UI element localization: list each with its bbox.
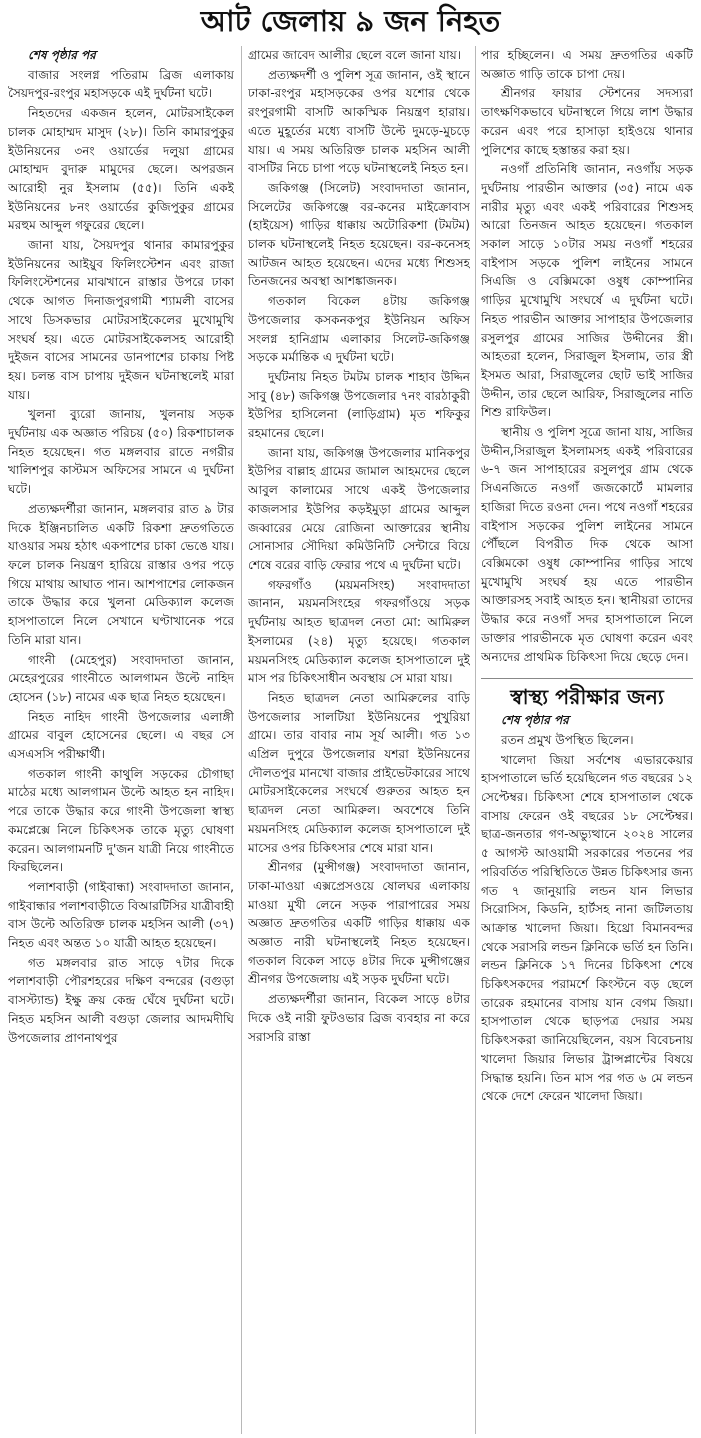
paragraph: গতকাল বিকেল ৪টায় জকিগঞ্জ উপজেলার কসকনকপুর ইউনিয়ন অফিস সংলগ্ন হানিগ্রাম এলাকার সিলেট-জকিগঞ্জ সড়কে মর্মান্তিক এ দুর্ঘটনা ঘটে।: [248, 294, 470, 365]
column-divider: [241, 46, 242, 1434]
paragraph: প্রত্যক্ষদর্শীরা জানান, বিকেল সাড়ে ৪টার দিকে ওই নারী ফুটওভার ব্রিজ ব্যবহার না করে সরাসরি রাস্তা: [248, 992, 470, 1044]
paragraph: নওগাঁ প্রতিনিধি জানান, নওগাঁয় সড়ক দুর্ঘটনায় পারভীন আক্তার (৩৫) নামে এক নারীর মৃত্যু এবং একই পরিবারের শিশুসহ আরো তিনজন আহত হয়েছেন। গতকাল সকাল সাড়ে ১০টার সময় নওগাঁ শহরের বাইপাস সড়কে পুলিশ লাইনের সামনে সিএজি ও বেক্সিমকো ওষুধ কোম্পানির গাড়ির মুখোমুখি সংঘর্ষে এ দুর্ঘটনা ঘটে। নিহত পারভীন আক্তার সাপাহার উপজেলার রসুলপুর গ্রামের সাজির উদ্দীনের স্ত্রী। আহতরা হলেন, সিরাজুল ইসলাম, তার স্ত্রী ইসমত আরা, সিরাজুলের ছোট ভাই সাজির উদ্দীন, তার ছেলে আরিফ, সিরাজুলের নাতি শিশু রাফিউল।: [481, 162, 693, 420]
paragraph: পার হচ্ছিলেন। এ সময় দ্রুতগতির একটি অজ্ঞাত গাড়ি তাকে চাপা দেয়।: [481, 48, 693, 81]
paragraph: স্থানীয় ও পুলিশ সূত্রে জানা যায়, সাজির উদ্দীন,সিরাজুল ইসলামসহ একই পরিবারের ৬-৭ জন সাপাহারের রসুলপুর গ্রাম থেকে সিএনজিতে নওগাঁ জজকোর্টে মামলার হাজিরা দিতে রওনা দেন। পথে নওগাঁ শহরের বাইপাস সড়কের পুলিশ লাইনের সামনে পৌঁছলে বিপরীত দিক থেকে আসা বেক্সিমকো ওষুধ কোম্পানির গাড়ির সাথে মুখোমুখি সংঘর্ষ হয় এতে পারভীন আক্তারসহ সবাই আহত হন। স্থানীয়রা তাদের উদ্ধার করে নওগাঁ সদর হাসপাতালে নিলে ডাক্তার পারভীনকে মৃত ঘোষণা করেন এবং অন্যদের প্রাথমিক চিকিৎসা দিয়ে ছেড়ে দেন।: [481, 425, 693, 664]
column-3: [481, 46, 693, 1434]
newspaper-page: [0, 2, 701, 1438]
paragraph: গফরগাঁও (ময়মনসিংহ) সংবাদদাতা জানান, ময়মনসিংহের গফরগাঁওয়ে সড়ক দুর্ঘটনায় আহত ছাত্রদল নেতা মো: আমিরুল ইসলামের (২৪) মৃত্যু হয়েছে। গতকাল ময়মনসিংহ মেডিক্যাল কলেজ হাসপাতালে দুই মাস পর চিকিৎসাধীন অবস্থায় সে মারা যায়।: [248, 577, 470, 686]
continuation-note: শেষ পৃষ্ঠার পর: [501, 713, 569, 728]
paragraph: প্রত্যক্ষদর্শী ও পুলিশ সূত্র জানান, ওই স্থানে ঢাকা-রংপুর মহাসড়কের ওপর যশোর থেকে রংপুরগামী বাসটি আকস্মিক নিয়ন্ত্রণ হারায়। এতে মুহূর্তের মধ্যে বাসটি উল্টে দুমড়ে-মুচড়ে যায়। এ সময় অতিরিক্ত চালক মহসিন আলী বাসটির নিচে চাপা পড়ে ঘটনাস্থলেই নিহত হন।: [248, 67, 470, 176]
paragraph: নিহত ছাত্রদল নেতা আমিরুলের বাড়ি উপজেলার সালটিয়া ইউনিয়নের পুখুরিয়া গ্রামে। তার বাবার নাম সূর্য আলী। গত ১৩ এপ্রিল দুপুরে উপজেলার যশরা ইউনিয়নের দৌলতপুর মানখো বাজার প্রাইভেটকারের সাথে মোটরসাইকেলের সংঘর্ষে গুরুতর আহত হন ছাত্রদল নেতা আমিরুল। অবশেষে তিনি ময়মনসিংহ মেডিক্যাল কলেজ হাসপাতালে দুই মাসের ওপর চিকিৎসার শেষে মারা যান।: [248, 690, 470, 855]
article-columns: [8, 46, 693, 1434]
headline: আট জেলায় ৯ জন নিহত: [200, 4, 501, 38]
column-2: [248, 46, 470, 1434]
paragraph: পলাশবাড়ী (গাইবান্ধা) সংবাদদাতা জানান, গাইবান্ধার পলাশবাড়ীতে বিআরটিসির যাত্রীবাহী বাস উল্টে অতিরিক্ত চালক মহসিন আলী (৩৭) নিহত এবং অন্তত ১০ যাত্রী আহত হয়েছেন।: [8, 879, 234, 951]
paragraph: গাংনী (মেহেপুর) সংবাদদাতা জানান, মেহেরপুরের গাংনীতে আলগামন উল্টে নাহিদ হোসেন (১৮) নামের এক ছাত্র নিহত হয়েছেন।: [8, 652, 234, 704]
paragraph: রতন প্রমুখ উপস্থিত ছিলেন।: [501, 732, 634, 747]
paragraph: জানা যায়, সৈয়দপুর থানার কামারপুকুর ইউনিয়নের আইয়ুব ফিলিংস্টেশন এবং রাজা ফিলিংস্টেশনের মাঝখানে রাস্তার উপরে ঢাকা থেকে আগত দিনাজপুরগামী শ্যামলী বাসের সাথে ডিসকভার মোটরসাইকেলের মুখোমুখি সংঘর্ষ হয়। এতে মোটরসাইকেলসহ আরোহী দুইজন বাসের সামনের ডানপাশের চাকায় পিষ্ট হয়। চলন্ত বাস চাপায় দুইজন ঘটনাস্থলেই মারা যায়।: [8, 238, 234, 402]
paragraph: গত মঙ্গলবার রাত সাড়ে ৭টার দিকে পলাশবাড়ী পৌরশহরের দক্ষিণ বন্দরের (বগুড়া বাসস্ট্যান্ড) ইক্ষু ক্রয় কেন্দ্র ঘেঁষে দুর্ঘটনা ঘটে। নিহত মহসিন আলী বগুড়া জেলার আদমদীঘি উপজেলার প্রাণনাথপুর: [8, 955, 234, 1045]
paragraph: গতকাল গাংনী কাথুলি সড়কের চৌগাছা মাঠের মধ্যে আলগামন উল্টে আহত হন নাহিদ। পরে তাকে উদ্ধার করে গাংনী উপজেলা স্বাস্থ্য কমপ্লেক্সে নিলে চিকিৎসক তাকে মৃত্যু ঘোষণা করেন। আলগামনটি দু'জন যাত্রী নিয়ে গাংনীতে ফিরছিলেন।: [8, 766, 234, 875]
paragraph: দুর্ঘটনায় নিহত টমটম চালক শাহাব উদ্দিন সাবু (৪৮) জকিগঞ্জ উপজেলার ৭নং বারঠাকুরী ইউপির হাসিলেনা (লাড়িগ্রাম) মৃত শফিকুর রহমানের ছেলে।: [248, 369, 470, 441]
second-article-headline: স্বাস্থ্য পরীক্ষার জন্য: [481, 678, 693, 710]
paragraph: গ্রামের জাবেদ আলীর ছেলে বলে জানা যায়।: [248, 48, 462, 62]
paragraph: শ্রীনগর (মুন্সীগঞ্জ) সংবাদদাতা জানান, ঢাকা-মাওয়া এক্সপ্রেসওয়ে ষোলঘর এলাকায় মাওয়া মুখী লেনে সড়ক পারাপারের সময় অজ্ঞাত দ্রুতগতির একটি গাড়ির ধাক্কায় এক অজ্ঞাত নারী ঘটনাস্থলেই নিহত হয়েছেন। গতকাল বিকেল সাড়ে ৪টার দিকে মুন্সীগঞ্জের শ্রীনগর উপজেলায় এই সড়ক দুর্ঘটনা ঘটে।: [248, 860, 470, 987]
paragraph: প্রত্যক্ষদর্শীরা জানান, মঙ্গলবার রাত ৯ টার দিকে ইঞ্জিনচালিত একটি রিকশা দ্রুতগতিতে যাওয়ার সময় হঠাৎ একপাশের চাকা ভেঙে যায়। ফলে চালক নিয়ন্ত্রণ হারিয়ে রাস্তার ওপর পড়ে গিয়ে মাথায় আঘাত পান। আশপাশের লোকজন তাকে উদ্ধার করে খুলনা মেডিক্যাল কলেজ হাসপাতালে নিলে সেখানে ঘণ্টাখানেক পরে তিনি মারা যান।: [8, 501, 234, 647]
continuation-note: শেষ পৃষ্ঠার পর: [28, 48, 96, 62]
column-1: [8, 46, 234, 1434]
paragraph: খুলনা ব্যুরো জানায়, খুলনায় সড়ক দুর্ঘটনায় এক অজ্ঞাত পরিচয় (৫০) রিকশাচালক নিহত হয়েছেন। গত মঙ্গলবার রাতে নগরীর খালিশপুর কাস্টমস অফিসের সামনে এ দুর্ঘটনা ঘটে।: [8, 407, 234, 497]
paragraph: বাজার সংলগ্ন পতিরাম ব্রিজ এলাকায় সৈয়দপুর-রংপুর মহাসড়কে এই দুর্ঘটনা ঘটে।: [8, 67, 234, 101]
paragraph: শ্রীনগর ফায়ার স্টেশনের সদস্যরা তাৎক্ষণিকভাবে ঘটনাস্থলে গিয়ে লাশ উদ্ধার করেন এবং পরে হাসাড়া হাইওয়ে থানার পুলিশের কাছে হস্তান্তর করা হয়।: [481, 86, 693, 157]
paragraph: খালেদা জিয়া সর্বশেষ এভারকেয়ার হাসপাতালে ভর্তি হয়েছিলেন গত বছরের ১২ সেপ্টেম্বর। চিকিৎসা শেষে হাসপাতাল থেকে বাসায় ফেরেন ওই বছরের ১৮ সেপ্টেম্বর। ছাত্র-জনতার গণ-অভ্যুত্থানে ২০২৪ সালের ৫ আগস্ট আওয়ামী সরকারের পতনের পর পরিবর্তিত পরিস্থিতিতে উন্নত চিকিৎসার জন্য গত ৭ জানুয়ারি লন্ডন যান লিভার সিরোসিস, কিডনি, হার্টসহ নানা জটিলতায় আক্রান্ত খালেদা জিয়া। হিথ্রো বিমানবন্দর থেকে সরাসরি লন্ডন ক্লিনিকে ভর্তি হন তিনি। লন্ডন ক্লিনিকে ১৭ দিনের চিকিৎসা শেষে চিকিৎসকদের পরামর্শে কিংস্টনে বড় ছেলে তারেক রহমানের বাসায় যান বেগম জিয়া। হাসপাতাল থেকে ছাড়পত্র দেয়ার সময় চিকিৎসকরা জানিয়েছিলেন, বয়স বিবেচনায় খালেদা জিয়ার লিভার ট্রান্সপ্লান্টের বিষয়ে সিদ্ধান্ত হয়নি। তিন মাস পর গত ৬ মে লন্ডন থেকে দেশে ফেরেন খালেদা জিয়া।: [481, 752, 693, 1104]
paragraph: জকিগঞ্জ (সিলেট) সংবাদদাতা জানান, সিলেটের জকিগঞ্জে বর-কনের মাইক্রোবাস (হাইয়েস) গাড়ির ধাক্কায় অটোরিকশা (টমটম) চালক ঘটনাস্থলেই নিহত হয়েছেন। বর-কনেসহ আটজন আহত হয়েছেন। এদের মধ্যে শিশুসহ তিনজনের অবস্থা আশঙ্কাজনক।: [248, 180, 470, 289]
column-divider: [475, 46, 476, 1434]
paragraph: জানা যায়, জকিগঞ্জ উপজেলার মানিকপুর ইউপির বাল্লাহ গ্রামের জামাল আহমদের ছেলে আবুল কালামের সাথে একই উপজেলার কাজলসার ইউপির কড়ইমুড়া গ্রামের আব্দুল জব্বারের মেয়ে রোজিনা আক্তারের স্থানীয় সোনাসার সৌদিয়া কমিউনিটি সেন্টারে বিয়ে শেষে বরের বাড়ি ফেরার পথে এ দুর্ঘটনা ঘটে।: [248, 445, 470, 572]
paragraph: নিহতদের একজন হলেন, মোটরসাইকেল চালক মোহাম্মদ মাসুদ (২৮)। তিনি কামারপুকুর ইউনিয়নের ৩নং ওয়ার্ডের দলুয়া গ্রামের মোহাম্মদ বুদারু মামুদের ছেলে। অপরজন আরোহী নুর ইসলাম (৫৫)। তিনি একই ইউনিয়নের ৮নং ওয়ার্ডের কুজিপুকুর গ্রামের মরহুম আব্দুল গফুরের ছেলে।: [8, 106, 234, 233]
paragraph: নিহত নাহিদ গাংনী উপজেলার এলাঙ্গী গ্রামের বাবুল হোসেনের ছেলে। এ বছর সে এসএসসি পরীক্ষার্থী।: [8, 709, 234, 762]
